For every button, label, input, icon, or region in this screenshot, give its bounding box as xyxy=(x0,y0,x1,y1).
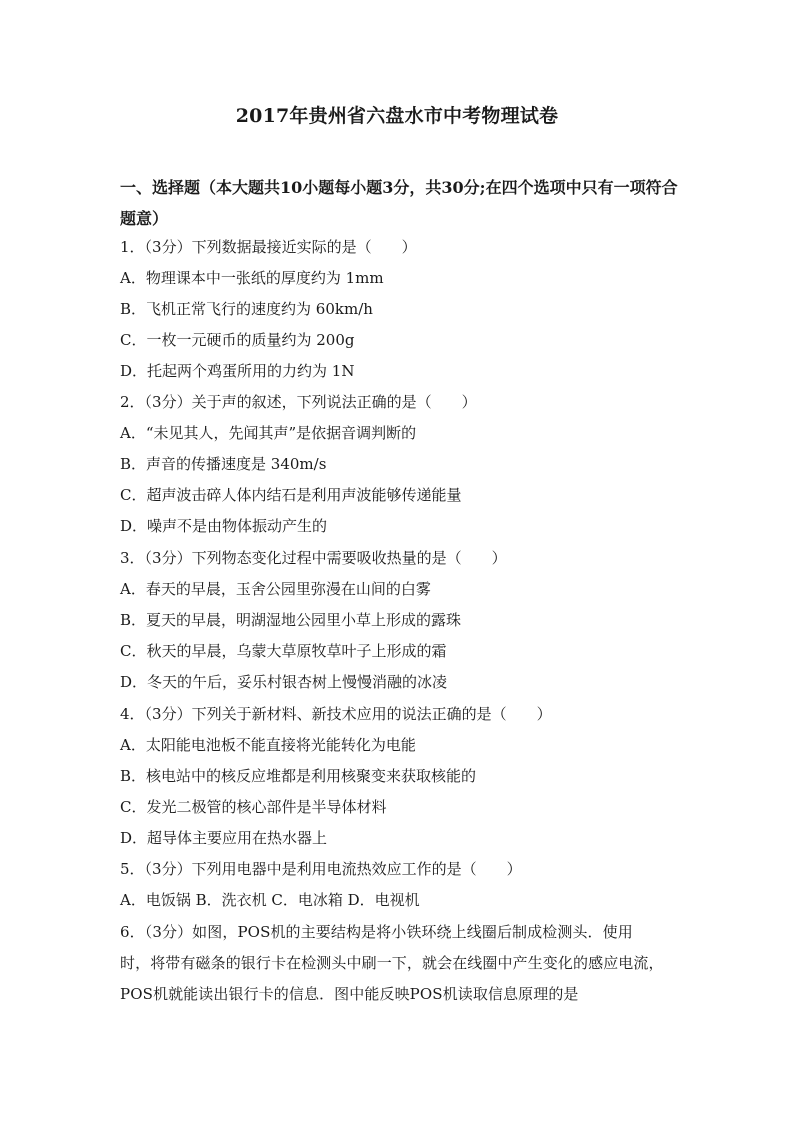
question-5-stem: 5．（3分）下列用电器中是利用电流热效应工作的是（ ） xyxy=(120,860,522,878)
question-2-option-d: D．噪声不是由物体振动产生的 xyxy=(120,517,328,535)
question-3-option-c: C．秋天的早晨，乌蒙大草原牧草叶子上形成的霜 xyxy=(120,642,447,660)
question-4-option-a: A．太阳能电池板不能直接将光能转化为电能 xyxy=(120,736,416,754)
question-4-option-d: D．超导体主要应用在热水器上 xyxy=(120,829,328,847)
question-4-stem: 4．（3分）下列关于新材料、新技术应用的说法正确的是（ ） xyxy=(120,705,552,723)
question-1-option-c: C．一枚一元硬币的质量约为 200g xyxy=(120,331,355,349)
question-6-stem-line-3: POS机就能读出银行卡的信息．图中能反映POS机读取信息原理的是 xyxy=(120,985,579,1003)
question-4-option-c: C．发光二极管的核心部件是半导体材料 xyxy=(120,798,387,816)
question-4-option-b: B．核电站中的核反应堆都是利用核聚变来获取核能的 xyxy=(120,767,477,785)
question-2-stem: 2．（3分）关于声的叙述，下列说法正确的是（ ） xyxy=(120,393,477,411)
question-1-option-a: A．物理课本中一张纸的厚度约为 1mm xyxy=(120,269,384,287)
question-3-option-d: D．冬天的午后，妥乐村银杏树上慢慢消融的冰凌 xyxy=(120,673,448,691)
question-6-stem-line-1: 6．（3分）如图，POS机的主要结构是将小铁环绕上线圈后制成检测头．使用 xyxy=(120,923,633,941)
question-3-option-a: A．春天的早晨，玉舍公园里弥漫在山间的白雾 xyxy=(120,580,431,598)
section-heading: 一、选择题（本大题共10小题每小题3分，共30分;在四个选项中只有一项符合题意） xyxy=(120,178,678,228)
question-3-stem: 3．（3分）下列物态变化过程中需要吸收热量的是（ ） xyxy=(120,549,507,567)
question-2-option-b: B．声音的传播速度是 340m/s xyxy=(120,455,327,473)
question-1-stem: 1．（3分）下列数据最接近实际的是（ ） xyxy=(120,238,417,256)
exam-title: 2017年贵州省六盘水市中考物理试卷 xyxy=(235,105,559,127)
question-1-option-b: B．飞机正常飞行的速度约为 60km/h xyxy=(120,300,373,318)
question-2-option-a: A．“未见其人，先闻其声”是依据音调判断的 xyxy=(120,424,417,442)
question-6-stem-line-2: 时，将带有磁条的银行卡在检测头中刷一下，就会在线圈中产生变化的感应电流， xyxy=(120,954,664,972)
question-1-option-d: D．托起两个鸡蛋所用的力约为 1N xyxy=(120,362,355,380)
question-2-option-c: C．超声波击碎人体内结石是利用声波能够传递能量 xyxy=(120,486,462,504)
question-5-options: A．电饭锅 B．洗衣机 C．电冰箱 D．电视机 xyxy=(120,891,420,909)
question-3-option-b: B．夏天的早晨，明湖湿地公园里小草上形成的露珠 xyxy=(120,611,462,629)
